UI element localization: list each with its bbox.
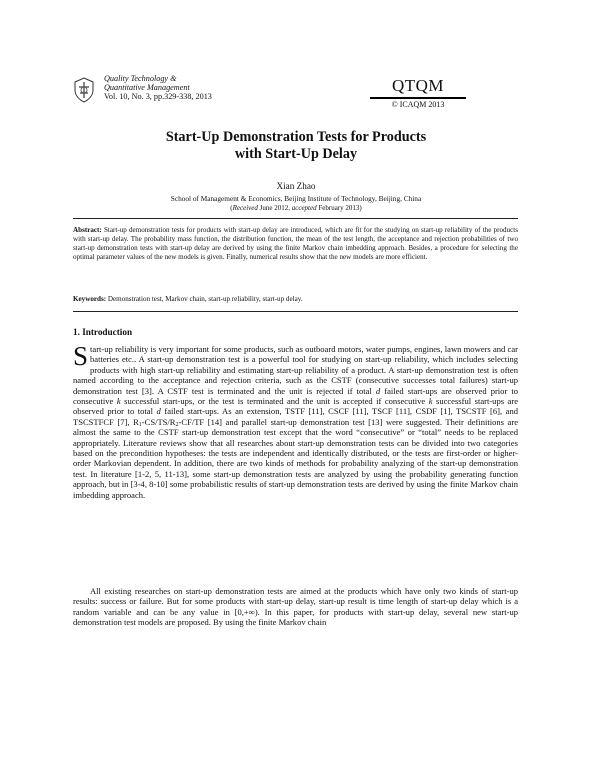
accepted-date: February 2013) [318, 204, 362, 212]
subscript-1: 1 [138, 421, 142, 428]
p1-text-a: tart-up reliability is very important for some products, such as outboard motors, water pumps, engines, lawn mowers and car batteries etc.. A start-up demonstration test is a powerful tool for studying on start-up reliability, which includes selecting products with high start-up reliability and estimating start-up reliability of a product. A start-up demonstration test is often named according to the acceptance and rejection criteria, such as the CSTF (consecutive successes total failures) start-up demonstration test [3]. A CSTF test is terminated and the unit is rejected if total [73, 344, 518, 396]
brand-acronym: QTQM [391, 76, 445, 95]
author-name: Xian Zhao [276, 181, 316, 191]
abstract [73, 226, 518, 262]
author-affiliation: School of Management & Economics, Beijing Institute of Technology, Beijing, China [170, 194, 422, 203]
drop-cap: S [73, 341, 89, 371]
variable-k: k [116, 396, 121, 407]
p1-text-g: -CF/TF [14] and parallel start-up demonstration test [13] were suggested. Their definitions are almost the same to the CSTF start-up demonstration test except that the word “consecutive” or “total” needs to be replaced appropriately. Literature reviews show that all researches about start-up demonstration tests can be divided into two categories based on the precondition hypotheses: the tests are independent and identically distributed, or the tests are first-order or higher-order Markovian dependent. In addition, there are two kinds of methods for probability analyzing of the start-up demonstration test. In literature [1-2, 5, 11-13], some start-up demonstration tests are analyzed by using the probability generating function approach, but in [3-4, 8-10] some probabilistic results of start-up demonstration tests are derived by using the finite Markov chain imbedding approach. [73, 416, 518, 500]
p1-text-e: failed start-ups. As an extension, TSTF [11], CSCF [11], TSCF [11], CSDF [1], TSCSTF [6], and TSCSTFCF [7], R [73, 406, 519, 427]
journal-emblem-icon [73, 77, 95, 103]
received-dates: (Received June 2012, accepted February 2013) [230, 204, 362, 212]
subscript-2: 2 [175, 421, 179, 428]
introduction-paragraph-2: All existing researches on start-up demonstration tests are aimed at the products which have only two kinds of start-up results: success or failure. But for some products with start-up delay, start-up result is time length of start-up delay which is a random variable and can be any value in [0,+∞). In this paper, for products with start-up delay, several new start-up demonstration test models are proposed. By using the finite Markov chain [73, 586, 518, 628]
journal-brand [366, 76, 470, 110]
received-date: June 2012, [259, 204, 290, 212]
journal-name-line1: Quality Technology & [104, 74, 177, 83]
variable-d: d [375, 385, 381, 396]
p1-text-b: failed start-ups are observed prior to consecutive [73, 385, 519, 407]
accepted-label: accepted [291, 204, 317, 212]
received-label: Received [232, 204, 258, 212]
variable-k: k [428, 396, 433, 407]
p1-text-f: -CS/TS/R [141, 416, 176, 427]
introduction-paragraph-1 [73, 341, 519, 500]
volume-info: Vol. 10, No. 3, pp.329-338, 2013 [104, 92, 212, 102]
abstract-label: Abstract: [73, 226, 102, 234]
abstract-bottom-rule [73, 311, 518, 312]
paper-title [60, 129, 532, 162]
variable-d: d [156, 406, 161, 417]
journal-name-line2: Quantitative Management [104, 83, 190, 93]
abstract-text: Start-up demonstration tests for products with start-up delay are introduced, which are fit for the studying on start-up reliability of the products with start-up delay. The probability mass function, the distribution function, the mean of the test length, the acceptance and rejection probabilities of two start-up demonstration tests with start-up delay are derived by using the finite Markov chain imbedding approach. Besides, a procedure for selecting the optimal parameter values of the new models is given. Finally, numerical results show that the new models are more efficient. [73, 226, 518, 261]
title-line-1: Start-Up Demonstration Tests for Products [165, 129, 427, 145]
keywords-text: Demonstration test, Markov chain, start-up reliability, start-up delay. [107, 295, 303, 303]
p1-text-c: successful start-ups, or the test is terminated and the unit is accepted if consecutive [124, 396, 426, 407]
journal-info [104, 74, 212, 102]
title-line-2: with Start-Up Delay [234, 145, 358, 162]
keywords-label: Keywords: [73, 295, 107, 303]
abstract-top-rule [73, 218, 518, 219]
keywords [73, 295, 518, 303]
section-heading: 1. Introduction [73, 327, 133, 337]
p1-text-d: successful start-ups are observed prior to total [73, 396, 518, 417]
copyright-notice: © ICAQM 2013 [391, 99, 445, 109]
